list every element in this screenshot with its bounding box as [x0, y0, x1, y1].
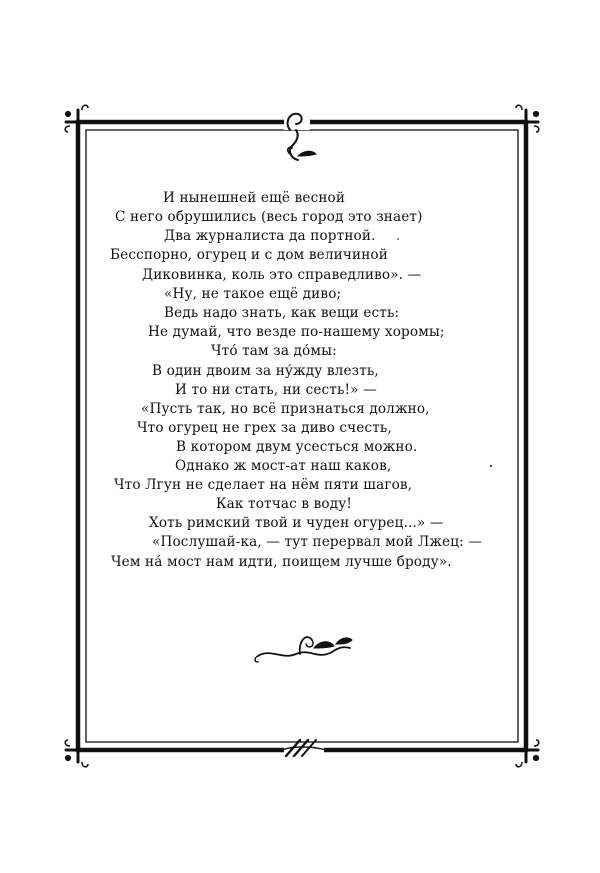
- poem-line: Два журналиста да портной.: [164, 228, 376, 244]
- poem-line: Что́ там за до́мы:: [211, 343, 337, 359]
- poem-line: С него обрушились (весь город это знает): [115, 209, 423, 225]
- poem-line: Что Лгун не сделает на нём пяти шагов,: [114, 477, 413, 493]
- poem-line: В котором двум усесться можно.: [176, 439, 418, 455]
- poem-line: И то ни стать, ни сесть!» —: [175, 382, 377, 398]
- poem-line: «Послушай-ка, — тут перервал мой Лжец: —: [152, 534, 483, 550]
- poem-line: Однако ж мост-ат наш каков,: [175, 458, 392, 474]
- poem-line: Чем на́ мост нам идти, поищем лучше броду».: [111, 554, 452, 570]
- poem-line: Как тотчас в воду!: [216, 496, 353, 512]
- poem-line: Хоть римский твой и чуден огурец...» —: [149, 515, 444, 531]
- poem-line: Диковинка, коль это справедливо». —: [142, 267, 422, 283]
- poem-line: Бесспорно, огурец и с дом величиной: [110, 247, 388, 263]
- poem-line: Ведь надо знать, как вещи есть:: [164, 305, 400, 321]
- poem-line: В один двоим за ну́жду влезть,: [152, 363, 379, 379]
- poem-line: Что огурец не грех за диво счесть,: [137, 420, 392, 436]
- poem-line: «Ну, не такое ещё диво;: [164, 286, 342, 302]
- poem-line: Не думай, что везде по-нашему хоромы;: [148, 324, 445, 340]
- poem-line: И нынешней ещё весной: [163, 190, 346, 206]
- poem-line: «Пусть так, но всё признаться должно,: [141, 401, 430, 417]
